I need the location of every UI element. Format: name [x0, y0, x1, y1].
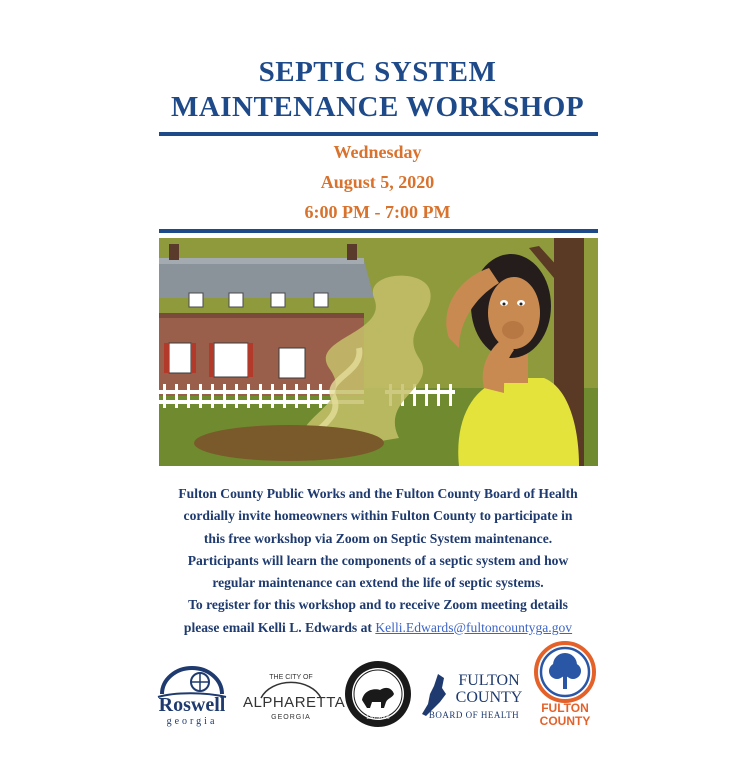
alpharetta-name: ALPHARETTA — [243, 694, 346, 711]
event-day: Wednesday — [333, 142, 422, 162]
fulton-county-line2: COUNTY — [539, 714, 591, 728]
septic-odor-illustration — [159, 238, 598, 466]
workshop-description — [150, 483, 606, 639]
roswell-name: Roswell — [158, 694, 226, 716]
milton-est: EST. 2006 — [366, 715, 390, 721]
page-title-line1: SEPTIC SYSTEM — [258, 56, 497, 88]
title-divider-bottom — [159, 229, 598, 233]
event-date: August 5, 2020 — [320, 172, 435, 192]
description-line: To register for this workshop and to receive Zoom meeting details — [188, 597, 568, 613]
fulton-county-logo — [531, 641, 599, 727]
milton-seal — [344, 660, 412, 728]
illustration-svg — [159, 238, 598, 466]
description-line: this free workshop via Zoom on Septic System maintenance. — [203, 530, 553, 546]
alpharetta-top: THE CITY OF — [269, 674, 313, 681]
fulton-board-of-health-logo — [420, 672, 526, 724]
event-time: 6:00 PM - 7:00 PM — [304, 202, 451, 222]
alpharetta-logo — [243, 668, 346, 728]
roswell-logo — [150, 664, 234, 732]
alpharetta-sub: GEORGIA — [271, 714, 311, 721]
title-divider-top — [159, 132, 598, 136]
description-line: cordially invite homeowners within Fulton County to participate in — [183, 508, 573, 524]
contact-email-link[interactable]: Kelli.Edwards@fultoncountyga.gov — [375, 619, 573, 635]
fulton-health-line2: COUNTY — [455, 689, 523, 706]
roswell-sub: georgia — [166, 716, 218, 727]
fulton-health-line1: FULTON — [458, 672, 520, 689]
contact-prefix: please email Kelli L. Edwards at — [183, 619, 376, 635]
description-line: regular maintenance can extend the life of septic systems. — [212, 575, 544, 591]
fulton-county-tree-emblem — [531, 641, 599, 703]
contact-line — [150, 617, 606, 639]
fulton-county-line1: FULTON — [541, 701, 589, 715]
description-line: Participants will learn the components of a septic system and how — [187, 552, 569, 568]
fulton-health-line3: BOARD OF HEALTH — [428, 710, 520, 720]
page-title-line2: MAINTENANCE WORKSHOP — [170, 91, 585, 123]
description-line: Fulton County Public Works and the Fulton County Board of Health — [178, 486, 578, 501]
